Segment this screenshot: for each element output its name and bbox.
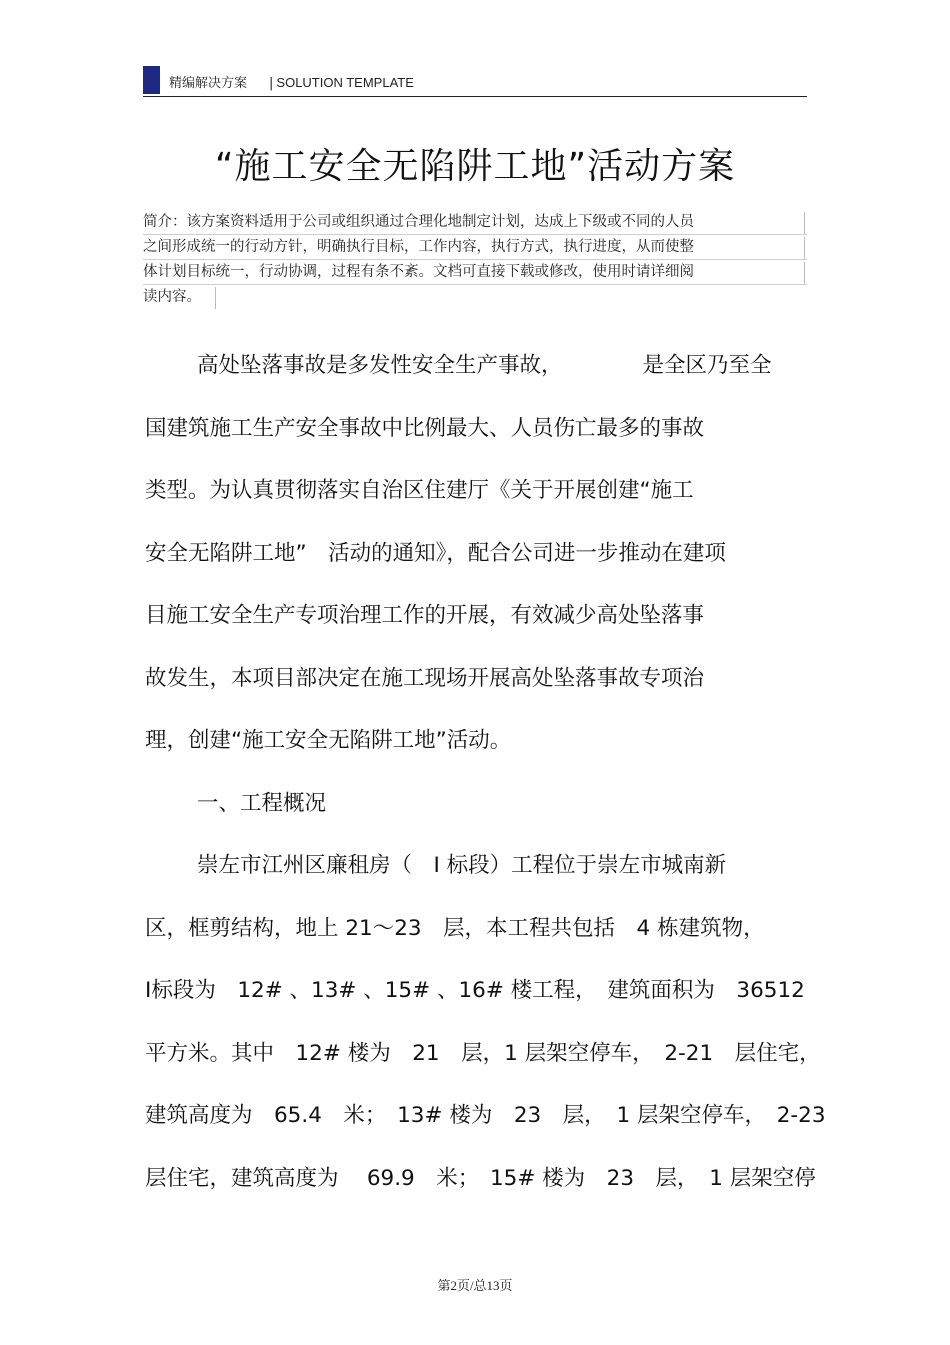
document-title: “施工安全无陷阱工地”活动方案 xyxy=(214,146,736,187)
intro-line xyxy=(143,260,807,285)
paragraph-line: 平方米。其中 12# 楼为 21 层，1 层架空停车， 2-21 层住宅， xyxy=(145,1040,821,1066)
paragraph-line: 类型。为认真贯彻落实自治区住建厅《关于开展创建“施工 xyxy=(145,478,694,503)
intro-line xyxy=(143,235,807,260)
page-number: 第2页/总13页 xyxy=(437,1278,513,1293)
paragraph-line: 建筑高度为 65.4 米； 13# 楼为 23 层， 1 层架空停车， 2-23 xyxy=(145,1103,826,1128)
page-header xyxy=(143,66,807,97)
header-separator: | xyxy=(269,76,274,91)
intro-text: 读内容。 xyxy=(143,289,201,305)
box-border xyxy=(804,212,805,234)
intro-text: 简介：该方案资料适用于公司或组织通过合理化地制定计划，达成上下级或不同的人员 xyxy=(143,214,694,230)
intro-line xyxy=(143,285,807,309)
paragraph-text: 高处坠落事故是多发性安全生产事故， xyxy=(197,353,563,378)
logo-icon xyxy=(143,66,160,94)
header-template-label: SOLUTION TEMPLATE xyxy=(276,75,414,90)
intro-line xyxy=(143,210,807,235)
paragraph-line: Ⅰ标段为 12# 、13# 、15# 、16# 楼工程， 建筑面积为 36512 xyxy=(145,978,805,1003)
header-text xyxy=(169,72,414,91)
header-brand: 精编解决方案 xyxy=(169,76,248,91)
paragraph-line xyxy=(145,340,805,403)
section-heading: 一、工程概况 xyxy=(197,790,327,816)
paragraph-line: 理，创建“施工安全无陷阱工地”活动。 xyxy=(145,728,512,753)
paragraph-line: 故发生，本项目部决定在施工现场开展高处坠落事故专项治 xyxy=(145,665,705,691)
box-border xyxy=(215,287,216,309)
paragraph-line: 区，框剪结构，地上 21～23 层，本工程共包括 4 栋建筑物， xyxy=(145,915,765,941)
intro-box xyxy=(143,210,807,309)
paragraph-line: 目施工安全生产专项治理工作的开展，有效减少高处坠落事 xyxy=(145,603,705,628)
box-border xyxy=(804,237,805,259)
paragraph-line: 层住宅，建筑高度为 69.9 米； 15# 楼为 23 层， 1 层架空停 xyxy=(145,1165,816,1191)
paragraph-text: 是全区乃至全 xyxy=(642,353,772,378)
paragraph-line: 崇左市江州区廉租房（ Ⅰ 标段）工程位于崇左市城南新 xyxy=(197,853,727,878)
intro-text: 体计划目标统一，行动协调，过程有条不紊。文档可直接下载或修改，使用时请详细阅 xyxy=(143,264,694,280)
body-text xyxy=(145,340,826,1215)
paragraph-line: 国建筑施工生产安全事故中比例最大、人员伤亡最多的事故 xyxy=(145,415,705,441)
box-border xyxy=(804,262,805,284)
intro-text: 之间形成统一的行动方针，明确执行目标，工作内容，执行方式，执行进度，从而使整 xyxy=(143,239,694,255)
paragraph-line: 安全无陷阱工地” 活动的通知》，配合公司进一步推动在建项 xyxy=(145,540,726,566)
